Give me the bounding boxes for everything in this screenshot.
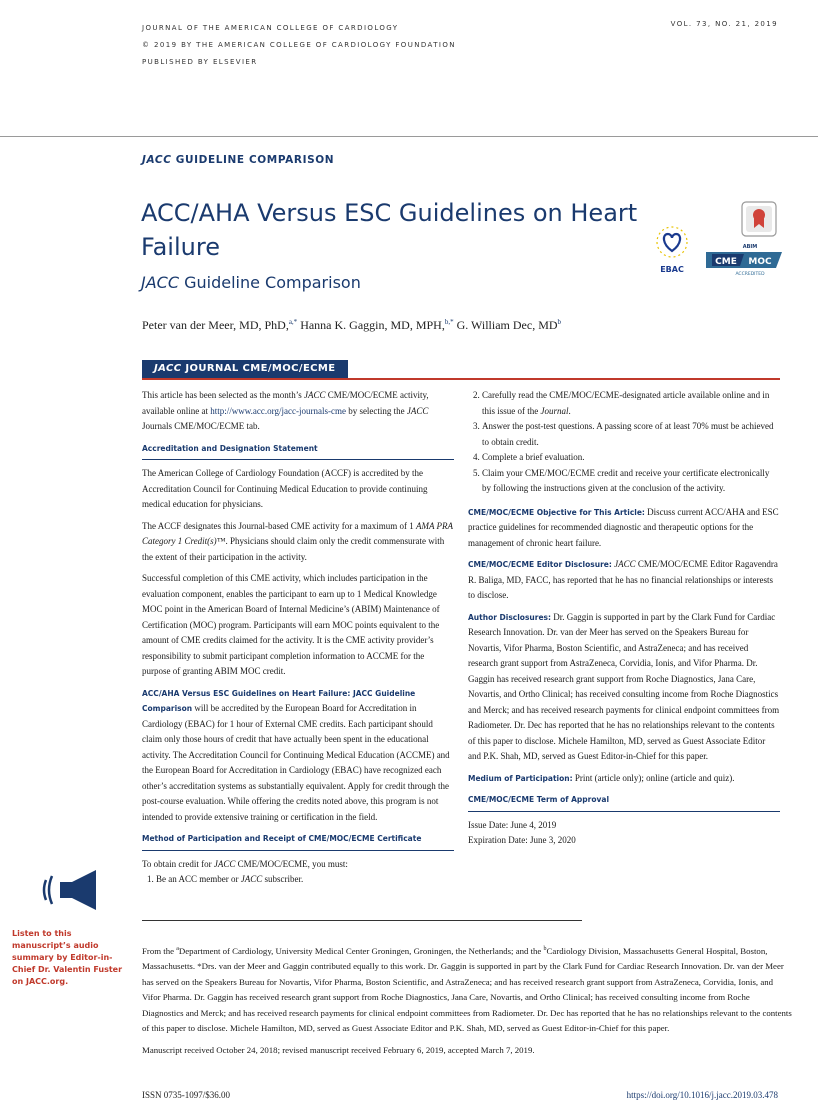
- cme-moc-badge: [706, 244, 782, 277]
- author-disclosures-heading: Author Disclosures:: [468, 612, 552, 622]
- medium-paragraph: [468, 771, 780, 787]
- banner-italic: JACC: [154, 363, 182, 374]
- steps-list-right: [468, 388, 780, 497]
- audio-speaker-icon[interactable]: [40, 866, 102, 914]
- step-2-c: .: [568, 405, 571, 416]
- acc-p2-c: . Physicians should claim only the credit commensurate with the extent of their participation in the activity.: [142, 536, 445, 562]
- ebac-logo-icon: [657, 227, 687, 274]
- medium-body: Print (article only); online (article and quiz).: [572, 772, 735, 783]
- banner-rest: JOURNAL CME/MOC/ECME: [181, 363, 336, 374]
- accredited-text: ACCREDITED: [735, 272, 765, 277]
- intro-text-d: by selecting the: [345, 405, 407, 416]
- left-column: [142, 388, 454, 888]
- author-disclosures-body: Dr. Gaggin is supported in part by the Clark Fund for Cardiac Research Innovation. Dr. van der Meer has served on the Speakers Bureau for Novartis, Vifor Pharma, Boston Scientific, and AstraZeneca; and has received research grant support from AstraZeneca, Corvidia, Ionis, and Vifor Pharma. Dr. Gaggin has received research grant support from Roche Diagnostics, Jana Care, Novartis, and Ortho Clinical; has received consulting income from Roche Diagnostics and Merck; and has received research payments for clinical endpoint committees from Radiometer. Dr. Dec has reported that he has no relationships relevant to the contents of this paper to disclose. Michele Hamilton, MD, served as Guest Associate Editor and P.K. Shah, MD, served as Guest Editor-in-Chief for this paper.: [468, 611, 780, 761]
- objective-body: Discuss current ACC/AHA and ESC practice guidelines for recommended diagnostic and therapeutic options for the management of chronic heart failure.: [468, 506, 779, 548]
- expiration-date: Expiration Date: June 3, 2020: [468, 835, 576, 845]
- subtitle-rest: Guideline Comparison: [179, 273, 361, 292]
- author-1: Peter van der Meer, MD, PhD,: [142, 318, 289, 332]
- doi-link[interactable]: https://doi.org/10.1016/j.jacc.2019.03.478: [626, 1090, 778, 1100]
- step-1-b: JACC: [240, 874, 263, 884]
- editor-c: CME/MOC/ECME Editor Ragavendra R. Baliga, MD, FACC, has reported that he has no financial relationships or interests to disclose.: [468, 559, 778, 600]
- accreditation-paragraph-1: The American College of Cardiology Foundation (ACCF) is accredited by the Accreditation Council for Continuing Medical Education to provide continuing medical education for physicians.: [142, 468, 428, 509]
- issue-date: Issue Date: June 4, 2019: [468, 819, 557, 830]
- from-c: Cardiology Division, Massachusetts General Hospital, Boston, Massachusetts. *Drs. van der Meer and Gaggin contributed equally to this work. Dr. Gaggin is supported in part by the Clark Fund for Cardiac Research Innovation. Dr. van der Meer has served on the Speakers Bureau for Novartis, Vifor Pharma, Boston Scientific, and AstraZeneca; and has received research grant support from AstraZeneca, Corvidia, Ionis, and Vifor Pharma. Dr. Gaggin has received research grant support from Roche Diagnostics, Jana Care, Novartis, and Ortho Clinical; has received consulting income from Roche Diagnostics and Merck; and has received research payments for clinical endpoint committees from Radiometer. Dr. Dec has reported that he has no relationships relevant to the contents of this paper to disclose. Michele Hamilton, MD, served as Guest Associate Editor and P.K. Shah, MD, served as Guest Editor-in-Chief for this paper.: [142, 945, 792, 1034]
- from-a: From the: [142, 945, 177, 956]
- intro-text-b: JACC: [303, 390, 326, 400]
- method-c: CME/MOC/ECME, you must:: [235, 858, 348, 869]
- journal-header: [142, 20, 456, 71]
- article-subtitle: [141, 273, 361, 292]
- bookmark-icon[interactable]: [742, 202, 776, 236]
- step-2: [482, 388, 780, 419]
- intro-text-a: This article has been selected as the month’s: [142, 390, 304, 400]
- accreditation-heading: Accreditation and Designation Statement: [142, 443, 318, 453]
- cme-text: CME: [715, 257, 737, 267]
- accreditation-paragraph-2: [142, 519, 454, 566]
- objective-paragraph: [468, 505, 780, 552]
- intro-text-c: CME/MOC/ECME activity, available online at: [142, 390, 429, 416]
- manuscript-dates: Manuscript received October 24, 2018; revised manuscript received February 6, 2019, accepted March 7, 2019.: [142, 1044, 535, 1055]
- method-intro: [142, 857, 454, 873]
- medium-heading: Medium of Participation:: [468, 773, 573, 783]
- step-1-a: Be an ACC member or: [156, 874, 241, 884]
- header-divider: [0, 136, 818, 137]
- author-3: G. William Dec, MD: [453, 318, 558, 332]
- heading-rule: [142, 850, 454, 851]
- footnote-rule: [142, 920, 582, 921]
- accreditation-paragraph-3: Successful completion of this CME activity, which includes participation in the evaluation component, enables the participant to earn up to 1 Medical Knowledge MOC point in the American Board of Internal Medicine’s (ABIM) Maintenance of Certification (MOC) program. Participants will earn MOC points equivalent to the amount of CME credits claimed for the activity. It is the CME activity provider’s responsibility to submit participant completion information to ACCME for the purpose of granting ABIM MOC credit.: [142, 573, 440, 676]
- volume-info: VOL. 73, NO. 21, 2019: [670, 20, 778, 28]
- intro-paragraph: [142, 388, 454, 435]
- author-line: [142, 318, 561, 333]
- badges-graphic: [650, 200, 790, 280]
- copyright-line: © 2019 BY THE AMERICAN COLLEGE OF CARDIOLOGY FOUNDATION: [142, 41, 456, 49]
- sup-b: b: [543, 946, 547, 952]
- accreditation-badges: [650, 200, 790, 280]
- method-a: To obtain credit for: [142, 858, 214, 869]
- sup-a: a: [176, 946, 179, 952]
- method-heading: Method of Participation and Receipt of CME/MOC/ECME Certificate: [142, 834, 422, 843]
- kicker-rest: GUIDELINE COMPARISON: [171, 154, 335, 166]
- term-heading: CME/MOC/ECME Term of Approval: [468, 795, 610, 804]
- author-1-affil[interactable]: a,*: [288, 318, 298, 326]
- section-kicker: [142, 154, 334, 166]
- steps-list-left: [142, 872, 454, 888]
- author-2: Hanna K. Gaggin, MD, MPH,: [297, 318, 445, 332]
- subtitle-italic: JACC: [141, 273, 180, 292]
- author-2-affil[interactable]: b,*: [444, 318, 454, 326]
- objective-heading: CME/MOC/ECME Objective for This Article:: [468, 507, 645, 517]
- article-title: ACC/AHA Versus ESC Guidelines on Heart Failure: [141, 199, 638, 261]
- step-1: [156, 872, 454, 888]
- affiliations: [142, 942, 792, 1037]
- journal-name: JOURNAL OF THE AMERICAN COLLEGE OF CARDIOLOGY: [142, 24, 399, 32]
- step-2-b: Journal: [540, 405, 569, 416]
- ebac-text: EBAC: [660, 265, 684, 274]
- intro-text-f: Journals CME/MOC/ECME tab.: [142, 421, 260, 431]
- footnote: [142, 942, 792, 1064]
- editor-heading: CME/MOC/ECME Editor Disclosure:: [468, 560, 612, 569]
- method-b: JACC: [213, 858, 236, 869]
- ebac-paragraph: [142, 686, 454, 826]
- from-b: Department of Cardiology, University Medical Center Groningen, Groningen, the Netherlands; and the: [178, 945, 544, 956]
- audio-summary-note[interactable]: Listen to this manuscript’s audio summary by Editor-in-Chief Dr. Valentin Fuster on JACC.org.: [12, 929, 123, 986]
- step-5: 5. Claim your CME/MOC/ECME credit and receive your certificate electronically by following the instructions given at the conclusion of the activity.: [482, 466, 780, 497]
- ebac-body: will be accredited by the European Board for Accreditation in Cardiology (EBAC) for 1 hour of External CME credits. Each participant should claim only those hours of credit that have actually been spent in the educational activity. The Accreditation Council for Continuing Medical Education (ACCME) and the European Board for Accreditation in Cardiology (EBAC) have recognized each other’s accreditation systems as substantially equivalent. Apply for credit through the post-course evaluation. While offering the credits noted above, this program is not intended to provide extensive training or certification in the field.: [142, 703, 450, 822]
- abim-text: ABIM: [742, 244, 758, 250]
- right-column: [468, 388, 780, 849]
- editor-disclosure: [468, 557, 780, 604]
- step-3: 3. Answer the post-test questions. A passing score of at least 70% must be achieved to obtain credit.: [482, 419, 780, 450]
- author-disclosures: [468, 610, 780, 765]
- editor-b: JACC: [614, 559, 636, 569]
- acc-p2-b: AMA PRA Category 1 Credit(s)™: [142, 520, 453, 546]
- banner-rule: [142, 378, 780, 380]
- heading-rule: [142, 459, 454, 460]
- publisher-line: PUBLISHED BY ELSEVIER: [142, 58, 258, 66]
- author-3-affil[interactable]: b: [557, 318, 562, 326]
- ebac-heading: ACC/AHA Versus ESC Guidelines on Heart Failure: JACC Guideline Comparison: [142, 688, 416, 713]
- step-2-a: Carefully read the CME/MOC/ECME-designated article available online and in this issue of the: [482, 390, 770, 416]
- moc-text: MOC: [748, 257, 772, 267]
- intro-text-e: JACC: [406, 405, 429, 416]
- heading-rule: [468, 811, 780, 812]
- kicker-italic: JACC: [142, 154, 172, 166]
- step-1-c: subscriber.: [262, 874, 304, 884]
- issn: ISSN 0735-1097/$36.00: [142, 1090, 231, 1100]
- acc-p2-a: The ACCF designates this Journal-based CME activity for a maximum of 1: [142, 520, 416, 531]
- cme-banner: [142, 360, 348, 378]
- cme-link[interactable]: http://www.acc.org/jacc-journals-cme: [210, 405, 346, 416]
- step-4: 4. Complete a brief evaluation.: [482, 450, 780, 466]
